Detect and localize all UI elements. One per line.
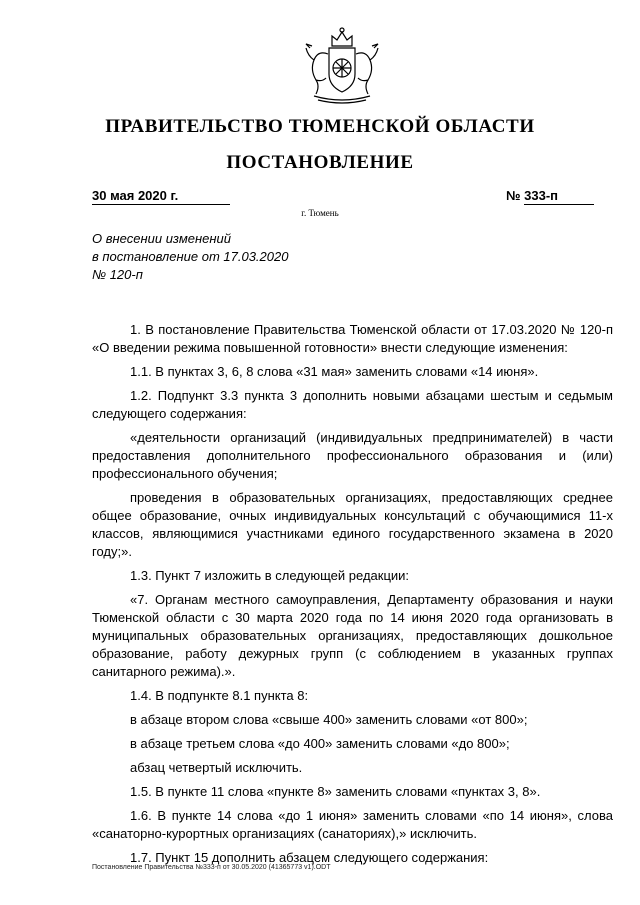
body-paragraph: 1.3. Пункт 7 изложить в следующей редакции: [130,568,410,583]
document-number-block [506,187,594,205]
subject-line: О внесении изменений [92,231,231,246]
body-paragraph: 1.1. В пунктах 3, 6, 8 слова «31 мая» заменить словами «14 июня». [130,364,539,379]
city-label: г. Тюмень [301,208,339,218]
body-paragraph: в абзаце втором слова «свыше 400» заменить словами «от 800»; [130,712,528,727]
body-paragraph: «7. Органам местного самоуправления, Департаменту образования и науки Тюменской области с 30 марта 2020 года по 14 июня 2020 года организовать в муниципальных образовательных организациях, предоставляющих дошкольное образование, работу дежурных групп (с соблюдением в указанных группах санитарного режима).». [92,592,613,679]
document-type: ПОСТАНОВЛЕНИЕ [226,152,414,173]
body-paragraph: в абзаце третьем слова «до 400» заменить словами «до 800»; [130,736,510,751]
subject-line: № 120-п [92,267,143,282]
body-paragraph: 1.7. Пункт 15 дополнить абзацем следующего содержания: [130,850,489,865]
subject-line: в постановление от 17.03.2020 [92,249,289,264]
document-footer: Постановление Правительства №333-п от 30.05.2020 (41365773 v1).ODT [92,864,331,871]
document-number: 333-п [524,187,594,205]
government-title: ПРАВИТЕЛЬСТВО ТЮМЕНСКОЙ ОБЛАСТИ [105,116,535,137]
body-paragraph: 1.4. В подпункте 8.1 пункта 8: [130,688,309,703]
body-paragraph: 1.5. В пункте 11 слова «пункте 8» заменить словами «пунктах 3, 8». [130,784,541,799]
number-sign: № [506,188,521,203]
body-paragraph: 1.6. В пункте 14 слова «до 1 июня» заменить словами «по 14 июня», слова «санаторно-курортных организациях (санаториях),» исключить. [92,808,613,841]
coat-of-arms-emblem [296,24,388,106]
document-body [92,321,613,873]
document-subject [92,230,288,284]
body-paragraph: «деятельности организаций (индивидуальных предпринимателей) в части предоставления дополнительного профессионального образования и (или) профессионального обучения; [92,430,613,481]
body-paragraph: 1.2. Подпункт 3.3 пункта 3 дополнить новыми абзацами шестым и седьмым следующего содержания: [92,388,613,421]
body-paragraph: абзац четвертый исключить. [130,760,303,775]
body-paragraph: 1. В постановление Правительства Тюменской области от 17.03.2020 № 120-п «О введении режима повышенной готовности» внести следующие изменения: [92,322,613,355]
document-date: 30 мая 2020 г. [92,187,230,205]
body-paragraph: проведения в образовательных организациях, предоставляющих среднее общее образование, очных индивидуальных консультаций с обучающимися 11-х классов, являющимися участниками единого государственного экзамена в 2020 году;». [92,490,613,559]
